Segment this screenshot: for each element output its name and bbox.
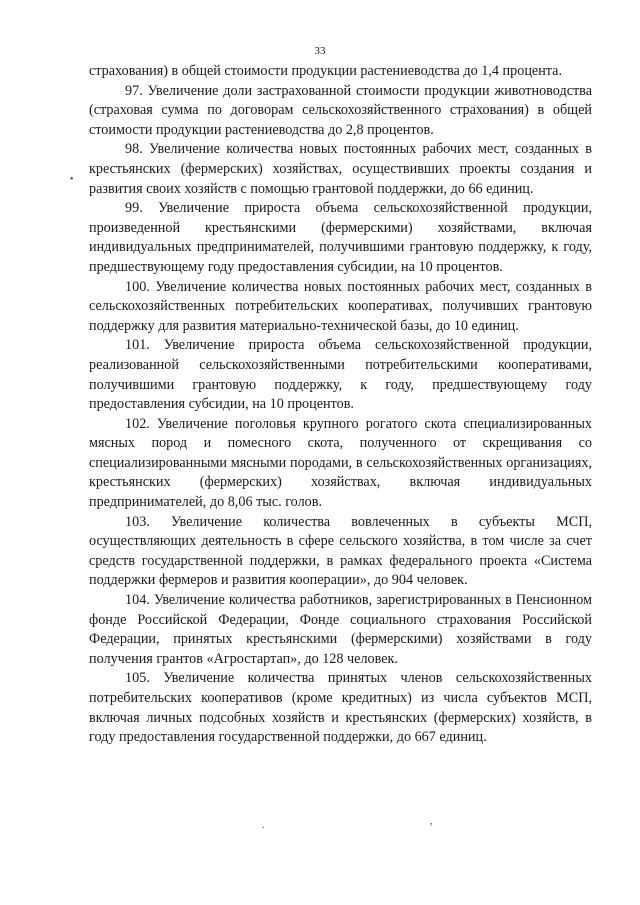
- paragraph-105: 105. Увеличение количества принятых членов сельскохозяйственных потребительских кооперативов (кроме кредитных) из числа субъектов МСП, включая личных подсобных хозяйств и крестьянских (фермерских) хозяйств, в году предоставления государственной поддержки, до 667 единиц.: [89, 670, 592, 746]
- scan-speck: ,: [430, 816, 433, 827]
- paragraph-103: 103. Увеличение количества вовлеченных в субъекты МСП, осуществляющих деятельность в сфере сельского хозяйства, в том числе за счет средств государственной поддержки, в рамках федерального проекта «Система поддержки фермеров и развития кооперации», до 904 человек.: [89, 513, 592, 589]
- paragraph-97: 97. Увеличение доли застрахованной стоимости продукции животноводства (страховая сумма по договорам сельскохозяйственного страхования) в общей стоимости продукции растениеводства до 2,8 процентов.: [89, 82, 592, 138]
- paragraph-continuation: страхования) в общей стоимости продукции растениеводства до 1,4 процента.: [89, 63, 563, 79]
- page-number: 33: [314, 45, 326, 57]
- paragraph-101: 101. Увеличение прироста объема сельскохозяйственной продукции, реализованной сельскохозяйственными потребительскими кооперативами, получившими грантовую поддержку, к году, предшествующему году предоставления субсидии, на 10 процентов.: [89, 337, 592, 413]
- scan-speck: •: [70, 174, 74, 185]
- paragraph-102: 102. Увеличение поголовья крупного рогатого скота специализированных мясных пород и помесного скота, полученного от скрещивания со специализированными мясными породами, в сельскохозяйственных организациях, крестьянских (фермерских) хозяйствах, включая индивидуальных предпринимателей, до 8,06 тыс. голов.: [89, 415, 592, 511]
- scan-speck: .: [262, 820, 265, 831]
- document-body: [89, 62, 592, 748]
- paragraph-98: 98. Увеличение количества новых постоянных рабочих мест, созданных в крестьянских (фермерских) хозяйствах, осуществивших проекты создания и развития своих хозяйств с помощью грантовой поддержки, до 66 единиц.: [89, 141, 592, 197]
- paragraph-100: 100. Увеличение количества новых постоянных рабочих мест, созданных в сельскохозяйственных потребительских кооперативах, получивших грантовую поддержку для развития материально-технической базы, до 10 единиц.: [89, 278, 592, 334]
- paragraph-99: 99. Увеличение прироста объема сельскохозяйственной продукции, произведенной крестьянскими (фермерскими) хозяйствами, включая индивидуальных предпринимателей, получившими грантовую поддержку, к году, предшествующему году предоставления субсидии, на 10 процентов.: [89, 200, 592, 275]
- paragraph-104: 104. Увеличение количества работников, зарегистрированных в Пенсионном фонде Российской Федерации, Фонде социального страхования Российской Федерации, принятых крестьянскими (фермерскими) хозяйствами в году получения грантов «Агростартап», до 128 человек.: [89, 592, 592, 667]
